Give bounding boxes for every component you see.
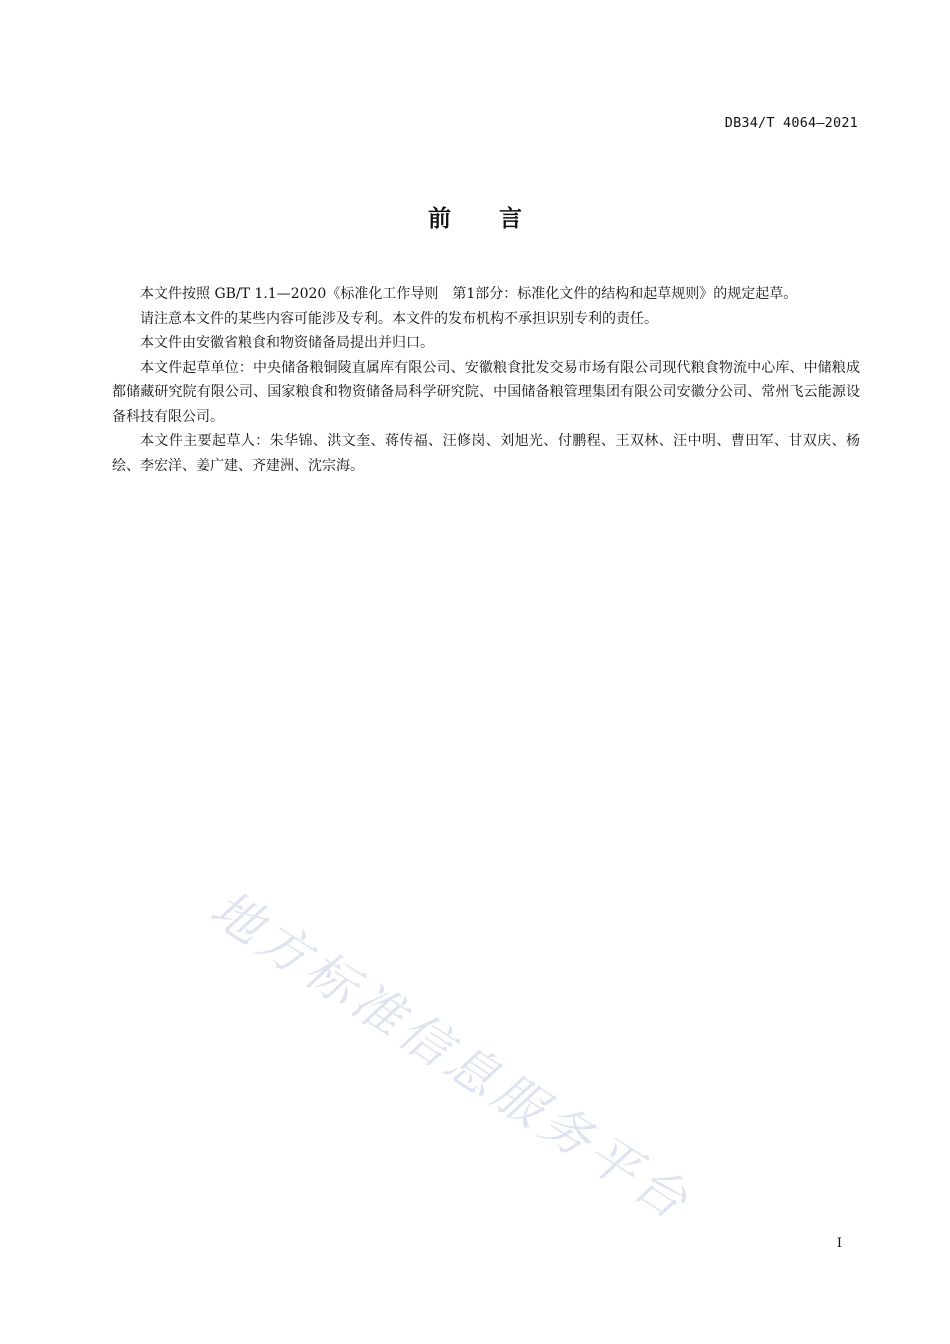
page-number: I [836, 1236, 842, 1251]
paragraph-drafting-units: 本文件起草单位：中央储备粮铜陵直属库有限公司、安徽粮食批发交易市场有限公司现代粮食物流中心库、中储粮成都储藏研究院有限公司、国家粮食和物资储备局科学研究院、中国储备粮管理集团有限公司安徽分公司、常州飞云能源设备科技有限公司。 [112, 359, 860, 425]
paragraph-drafting-rules: 本文件按照 GB/T 1.1—2020《标准化工作导则 第1部分：标准化文件的结构和起草规则》的规定起草。 [140, 286, 798, 302]
document-code: DB34/T 4064—2021 [724, 115, 858, 131]
paragraph-drafters: 本文件主要起草人：朱华锦、洪文奎、蒋传福、汪修岗、刘旭光、付鹏程、王双林、汪中明、曹田军、甘双庆、杨绘、李宏洋、姜广建、齐建洲、沈宗海。 [112, 433, 860, 474]
paragraph-proposer: 本文件由安徽省粮食和物资储备局提出并归口。 [140, 335, 434, 351]
foreword-body [112, 282, 860, 478]
paragraph-patent-notice: 请注意本文件的某些内容可能涉及专利。本文件的发布机构不承担识别专利的责任。 [140, 310, 658, 327]
page-title: 前言 [428, 206, 570, 232]
watermark: 地方标准信息服务平台 [200, 879, 702, 1233]
